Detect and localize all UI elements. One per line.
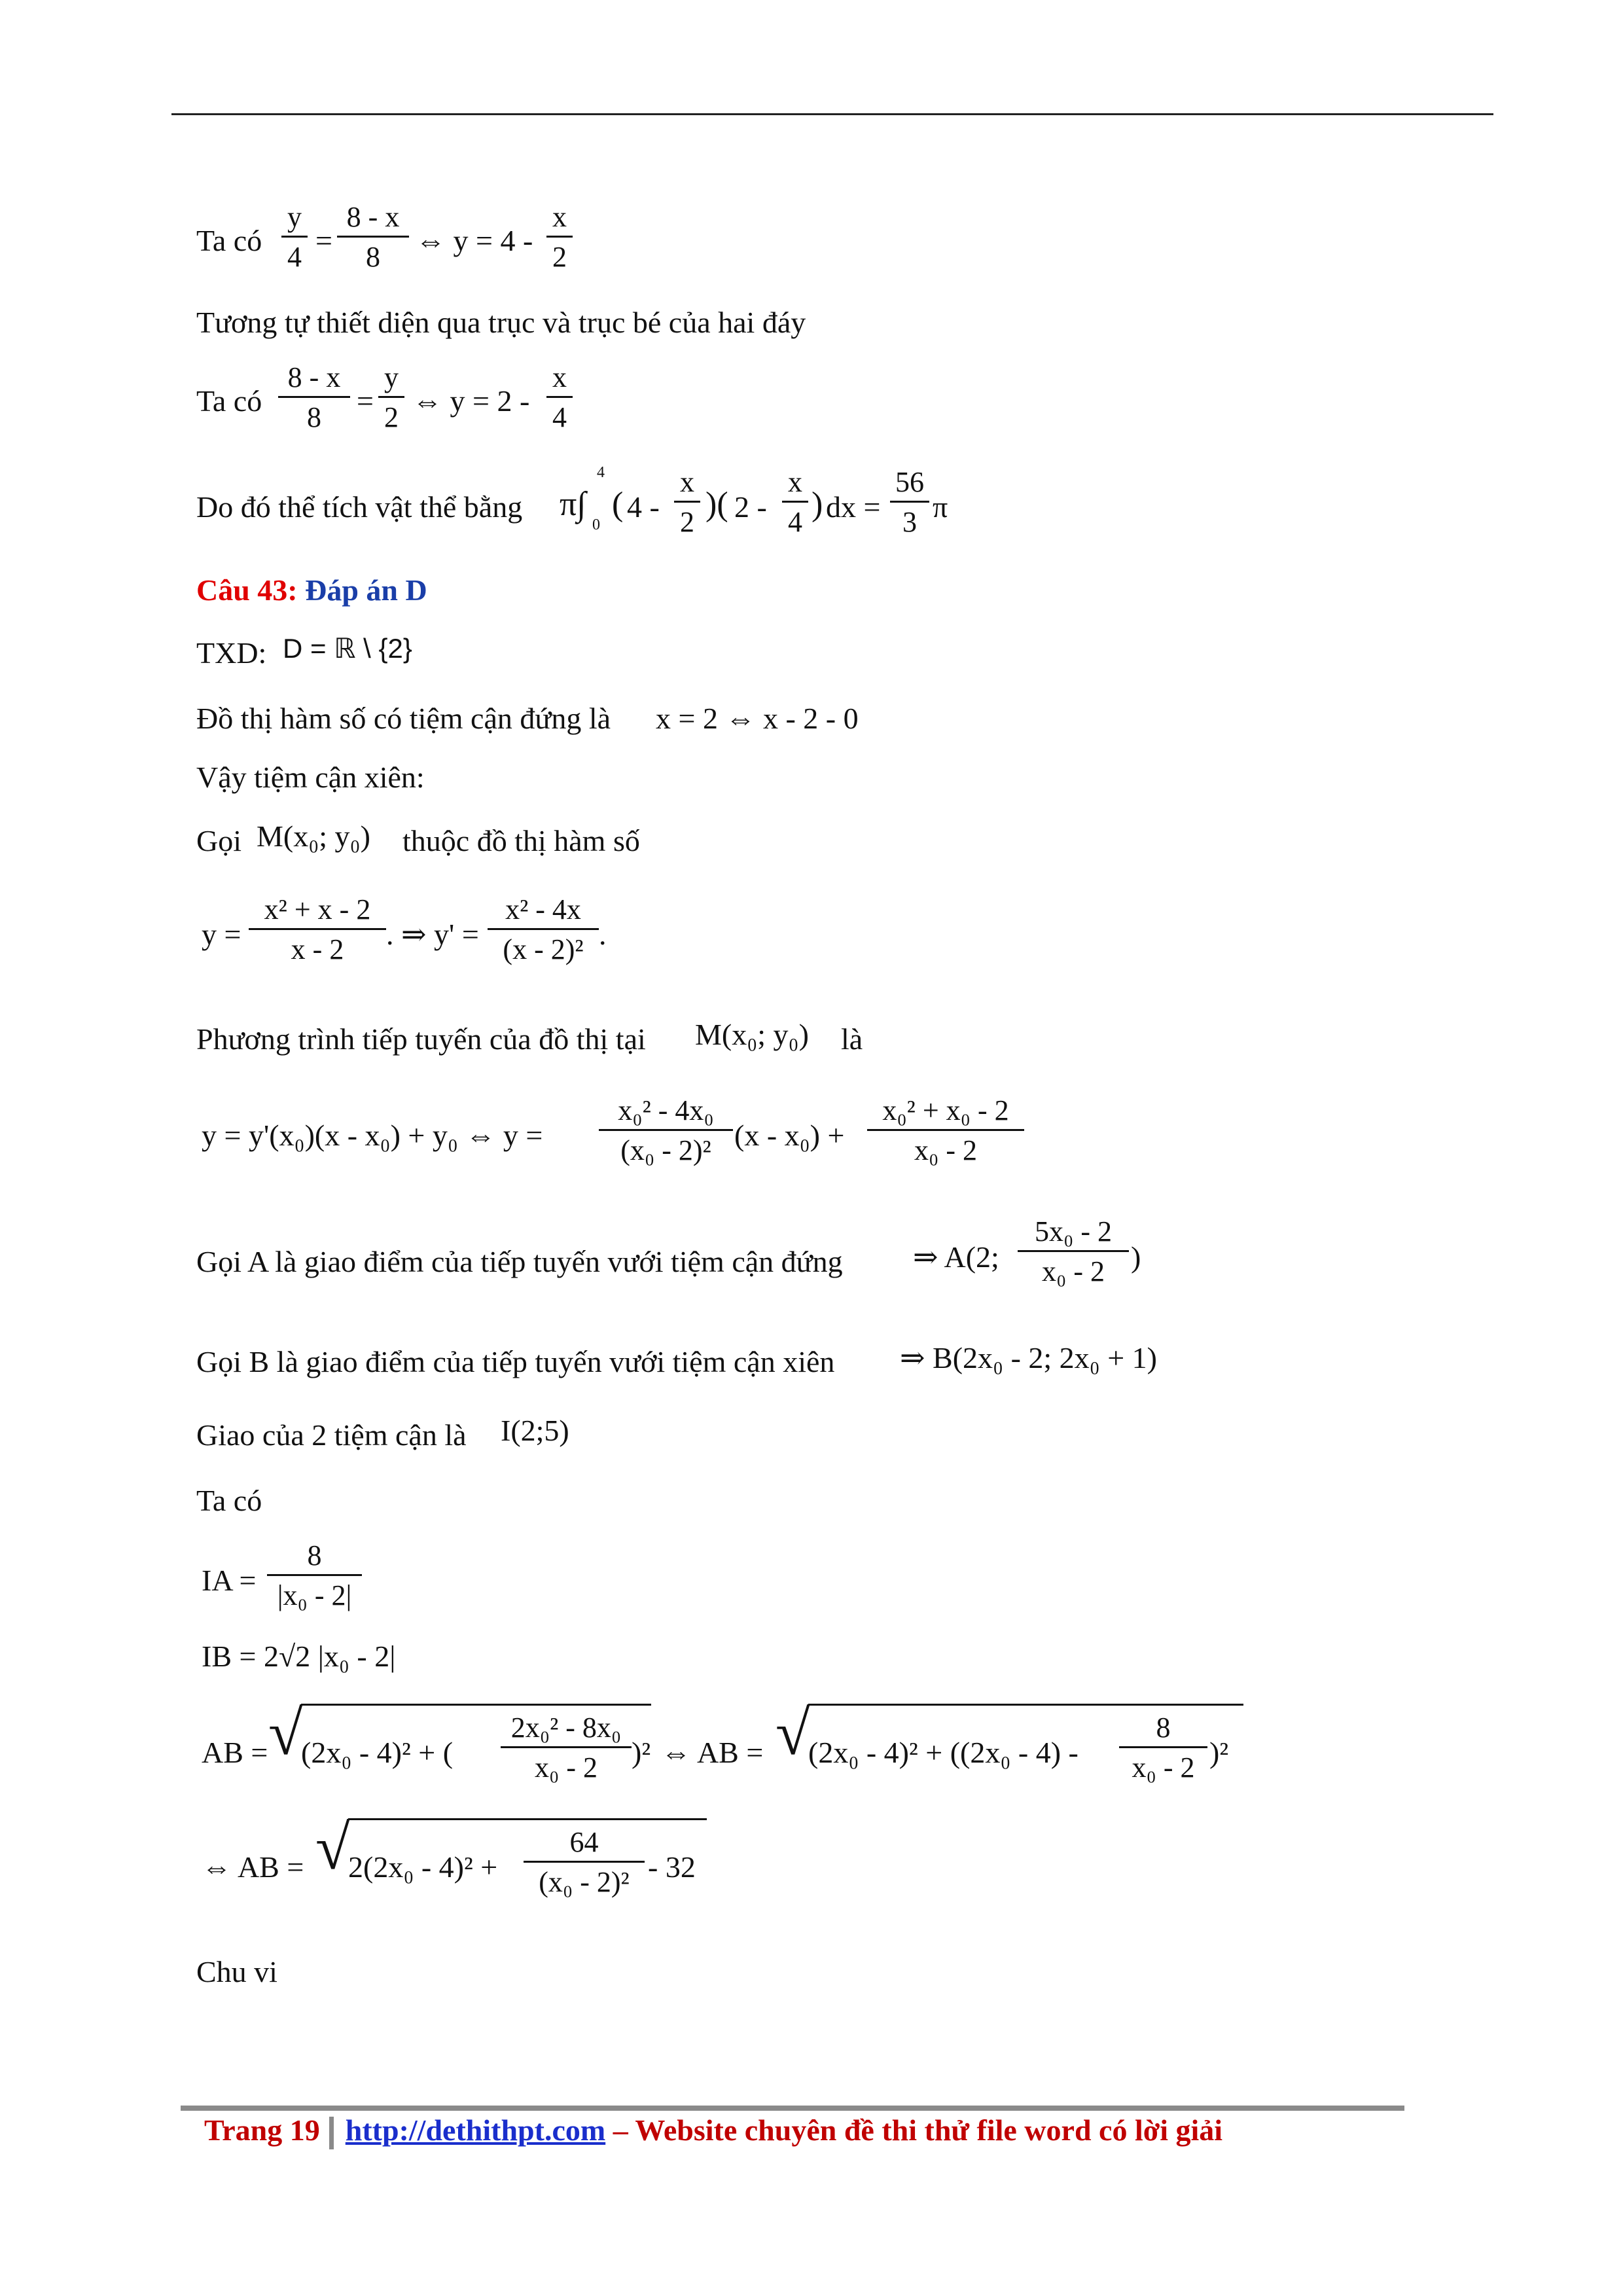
fraction-x-over-4-int: x 4 [782, 468, 808, 537]
dx-equals: dx = [826, 490, 881, 524]
integral-symbol: π∫ [560, 486, 586, 523]
question-heading: Câu 43: Đáp án D [196, 573, 427, 607]
sqrt-icon: √ [268, 1698, 303, 1768]
fraction-8-over-x0-2: 8 x₀ - 2 [1119, 1713, 1207, 1782]
header-rule [171, 113, 1493, 115]
fraction-8-x-over-8-b: 8 - x 8 [278, 363, 350, 432]
integral-upper-bound: 4 [597, 464, 605, 481]
ia-label: IA = [202, 1564, 257, 1597]
line-goi-b: Gọi B là giao điểm của tiếp tuyến vưới tiệm cận xiên [196, 1345, 835, 1378]
paren-close: ) [812, 486, 823, 523]
term-2-minus: 2 - [734, 490, 767, 524]
line-giao: Giao của 2 tiệm cận là [196, 1418, 467, 1452]
fraction-64: 64 (x₀ - 2)² [524, 1828, 645, 1897]
line-ta-co-3: Ta có [196, 1484, 262, 1517]
fraction-x-over-2-int: x 2 [674, 468, 700, 537]
ab-equivalent: ⇔ AB = [661, 1736, 764, 1769]
website-link[interactable]: http://dethithpt.com [345, 2113, 606, 2147]
equals-sign: = [315, 224, 332, 257]
fraction-slope: x₀² - 4x₀ (x₀ - 2)² [599, 1096, 733, 1165]
footer-rule [181, 2106, 1404, 2111]
fraction-y-over-4: y 4 [281, 203, 308, 272]
ab-simplified-label: ⇔ AB = [202, 1850, 304, 1884]
paren-open: ( [612, 486, 624, 523]
page-number: Trang 19 [204, 2113, 320, 2147]
sqrt-icon: √ [315, 1812, 350, 1882]
footer-divider [329, 2117, 334, 2149]
line-goi-m-suffix: thuộc đồ thị hàm số [402, 824, 640, 857]
equivalence-expression: ⇔ y = 2 - [412, 384, 530, 418]
fraction-x-over-2: x 2 [546, 203, 573, 272]
sqrt-bar [348, 1818, 707, 1820]
point-a-close: ) [1131, 1240, 1141, 1274]
line-goi-m: Gọi [196, 824, 241, 857]
line-tiem-can-dung: Đồ thị hàm số có tiệm cận đứng là [196, 702, 611, 735]
period: . [599, 918, 607, 951]
term-4-minus: 4 - [627, 490, 660, 524]
tangent-middle: (x - x₀) + [734, 1119, 845, 1152]
vertical-asymptote-expression: x = 2 ⇔ x - 2 - 0 [656, 702, 859, 735]
sqrt-bar [301, 1704, 651, 1706]
ab-term2: (2x₀ - 4)² + ((2x₀ - 4) - [808, 1736, 1079, 1769]
ab-close-2: )² [1209, 1736, 1229, 1769]
line-chu-vi: Chu vi [196, 1955, 277, 1988]
point-a: ⇒ A(2; [913, 1240, 999, 1274]
paren-close-open: )( [705, 486, 728, 523]
line-goi-a: Gọi A là giao điểm của tiếp tuyến vưới tiệm cận đứng [196, 1245, 843, 1278]
derivative-label: . ⇒ y' = [386, 918, 479, 951]
point-b: ⇒ B(2x₀ - 2; 2x₀ + 1) [900, 1341, 1157, 1374]
line-phuong-trinh-suffix: là [841, 1022, 863, 1056]
footer [204, 2113, 1222, 2149]
equivalence-expression: ⇔ y = 4 - [416, 224, 533, 257]
point-i: I(2;5) [501, 1414, 569, 1447]
sqrt-icon: √ [776, 1698, 810, 1768]
ab-close: )² [632, 1736, 651, 1769]
point-m: M(x₀; y₀) [257, 819, 370, 853]
tangent-equation: y = y'(x₀)(x - x₀) + y₀ ⇔ y = [202, 1119, 543, 1152]
fraction-y0: x₀² + x₀ - 2 x₀ - 2 [867, 1096, 1024, 1165]
fraction-x-over-4: x 4 [546, 363, 573, 432]
ab-term1: (2x₀ - 4)² + ( [301, 1736, 454, 1769]
point-m-tangent: M(x₀; y₀) [695, 1018, 809, 1051]
line-tiem-can-xien: Vậy tiệm cận xiên: [196, 761, 425, 794]
line-the-tich: Do đó thể tích vật thể bằng [196, 490, 523, 524]
txd-label: TXD: [196, 636, 267, 670]
line-phuong-trinh: Phương trình tiếp tuyến của đồ thị tại [196, 1022, 646, 1056]
line-ta-co-2: Ta có [196, 384, 262, 418]
ib-expression: IB = 2√2 |x₀ - 2| [202, 1640, 396, 1673]
sqrt-bar [808, 1704, 1243, 1706]
ab-label: AB = [202, 1736, 268, 1769]
fraction-ia: 8 |x₀ - 2| [267, 1541, 362, 1610]
fraction-ab: 2x₀² - 8x₀ x₀ - 2 [501, 1713, 632, 1782]
fraction-point-a: 5x₀ - 2 x₀ - 2 [1018, 1217, 1129, 1286]
y-equals: y = [202, 918, 241, 951]
ab-simplified-term: 2(2x₀ - 4)² + [348, 1850, 498, 1884]
fraction-derivative: x² - 4x (x - 2)² [488, 895, 599, 964]
fraction-y-over-2: y 2 [378, 363, 404, 432]
line-tuong-tu: Tương tự thiết diện qua trục và trục bé của hai đáy [196, 306, 806, 339]
footer-tagline: – Website chuyên đề thi thử file word có lời giải [605, 2113, 1223, 2147]
pi-symbol: π [933, 490, 948, 524]
equals-sign: = [357, 384, 374, 418]
domain-expression: D = ℝ \ {2} [283, 633, 412, 664]
line-ta-co-1: Ta có [196, 224, 262, 257]
ab-minus-32: - 32 [648, 1850, 696, 1884]
integral-lower-bound: 0 [592, 516, 600, 533]
fraction-function: x² + x - 2 x - 2 [249, 895, 386, 964]
fraction-8-x-over-8: 8 - x 8 [337, 203, 409, 272]
fraction-56-over-3: 56 3 [890, 468, 929, 537]
